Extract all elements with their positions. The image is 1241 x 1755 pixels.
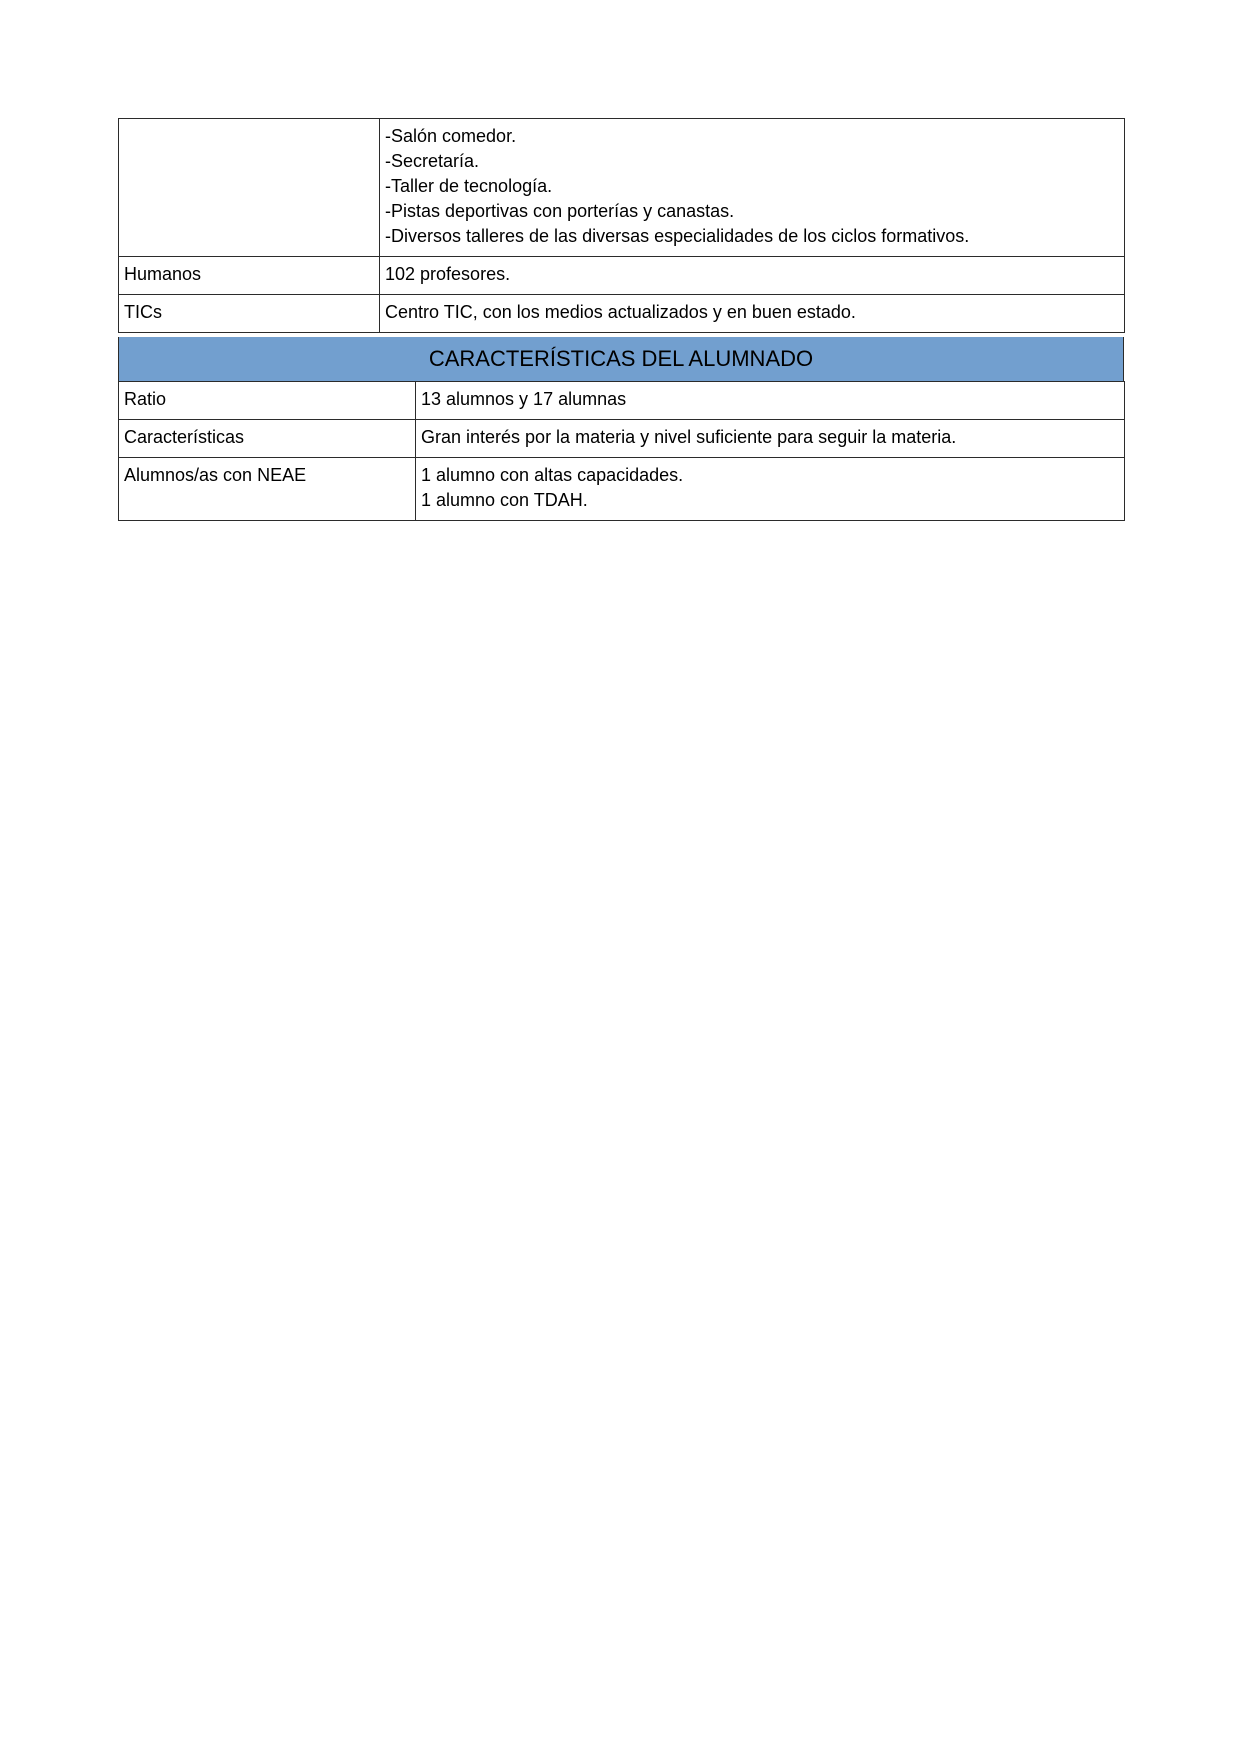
list-item: 1 alumno con TDAH. — [421, 490, 588, 510]
row-value — [380, 295, 1125, 333]
list-item: -Secretaría. — [385, 151, 480, 171]
list-item: 1 alumno con altas capacidades. — [421, 465, 684, 485]
section-title-alumnado: CARACTERÍSTICAS DEL ALUMNADO — [118, 337, 1124, 381]
list-item: Centro TIC, con los medios actualizados y en buen estado. — [385, 302, 856, 322]
row-value — [416, 382, 1125, 420]
list-item: -Diversos talleres de las diversas especialidades de los ciclos formativos. — [385, 226, 970, 246]
recursos-table — [118, 118, 1125, 333]
row-label: Alumnos/as con NEAE — [119, 458, 416, 521]
row-label — [119, 119, 380, 257]
row-value — [380, 257, 1125, 295]
row-value — [416, 420, 1125, 458]
row-value — [380, 119, 1125, 257]
table-row — [119, 458, 1125, 521]
table-row — [119, 295, 1125, 333]
table-row — [119, 257, 1125, 295]
row-label: TICs — [119, 295, 380, 333]
list-item: 13 alumnos y 17 alumnas — [421, 389, 627, 409]
table-row — [119, 420, 1125, 458]
row-label: Ratio — [119, 382, 416, 420]
list-item: -Taller de tecnología. — [385, 176, 553, 196]
row-label: Características — [119, 420, 416, 458]
row-value — [416, 458, 1125, 521]
list-item: 102 profesores. — [385, 264, 511, 284]
alumnado-table — [118, 381, 1125, 521]
list-item: Gran interés por la materia y nivel suficiente para seguir la materia. — [421, 427, 957, 447]
table-row — [119, 119, 1125, 257]
table-row — [119, 382, 1125, 420]
list-item: -Salón comedor. — [385, 126, 517, 146]
row-label: Humanos — [119, 257, 380, 295]
list-item: -Pistas deportivas con porterías y canastas. — [385, 201, 735, 221]
